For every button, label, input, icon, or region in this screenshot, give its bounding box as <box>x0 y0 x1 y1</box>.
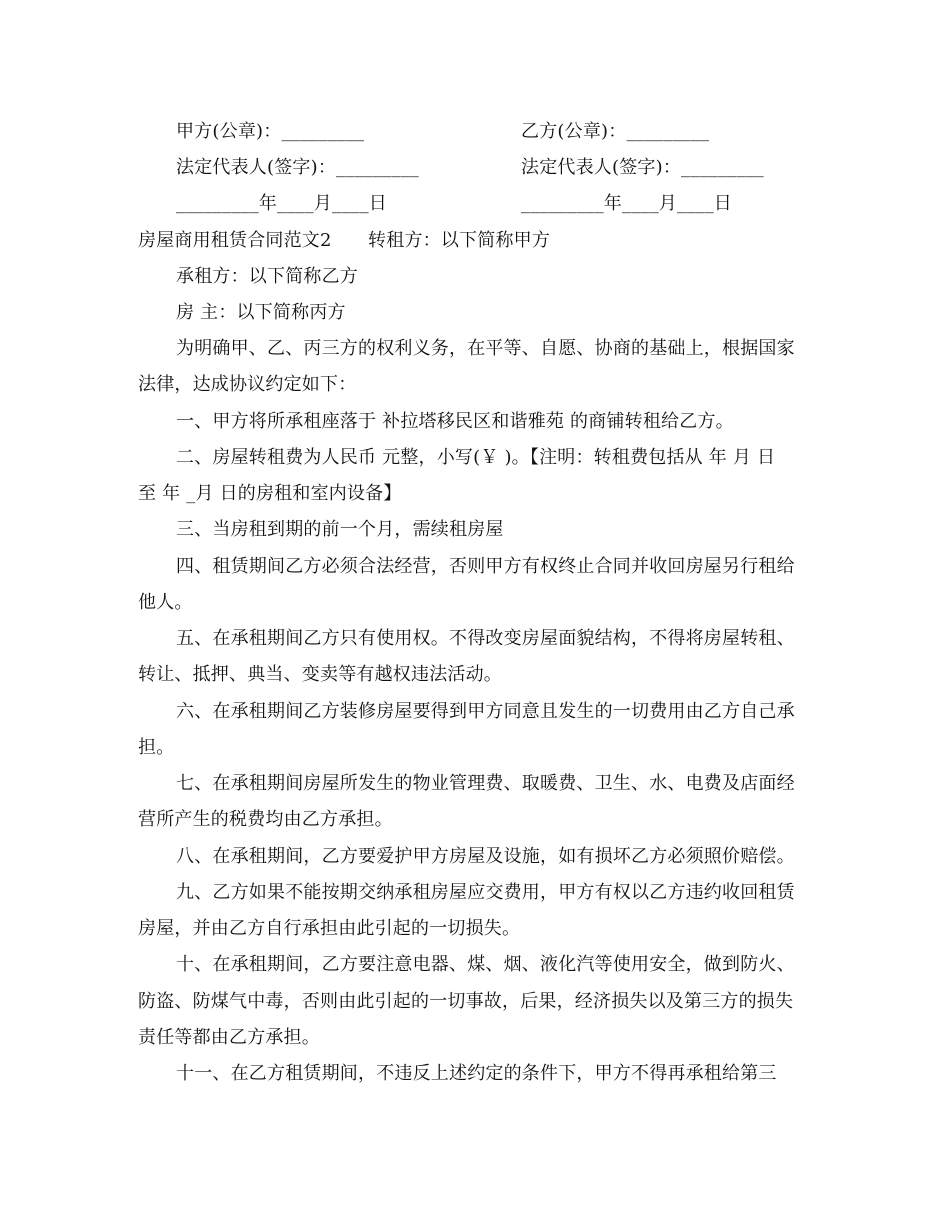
paragraph-line: 为明确甲、乙、丙三方的权利义务，在平等、自愿、协商的基础上，根据国家 <box>176 338 795 359</box>
paragraph-line: 房屋，并由乙方自行承担由此引起的一切损失。 <box>138 918 521 939</box>
paragraph-line: 六、在承租期间乙方装修房屋要得到甲方同意且发生的一切费用由乙方自己承 <box>176 701 795 722</box>
paragraph-line: 责任等都由乙方承担。 <box>138 1027 320 1048</box>
party-b-seal-line: 乙方(公章)：_________ <box>521 121 710 142</box>
paragraph-line: 转让、抵押、典当、变卖等有越权违法活动。 <box>138 664 502 685</box>
paragraph-line: 房 主：以下简称丙方 <box>176 302 346 323</box>
party-b-rep-line: 法定代表人(签字)：_________ <box>521 157 764 178</box>
paragraph-line: 三、当房租到期的前一个月，需续租房屋 <box>176 519 504 540</box>
paragraph-line: 十、在承租期间，乙方要注意电器、煤、烟、液化汽等使用安全，做到防火、 <box>176 954 795 975</box>
paragraph-line: 他人。 <box>138 592 193 613</box>
document-title-line: 房屋商用租赁合同范文2 转租方：以下简称甲方 <box>138 230 551 251</box>
paragraph-line: 二、房屋转租费为人民币 元整，小写(￥ )。【注明：转租费包括从 年 月 日 <box>176 447 776 468</box>
paragraph-line: 至 年 _月 日的房租和室内设备】 <box>138 483 402 504</box>
paragraph-line: 五、在承租期间乙方只有使用权。不得改变房屋面貌结构，不得将房屋转租、 <box>176 628 795 649</box>
paragraph-line: 四、租赁期间乙方必须合法经营，否则甲方有权终止合同并收回房屋另行租给 <box>176 556 795 577</box>
party-a-rep-line: 法定代表人(签字)：_________ <box>176 157 419 178</box>
paragraph-line: 九、乙方如果不能按期交纳承租房屋应交费用，甲方有权以乙方违约收回租赁 <box>176 882 795 903</box>
paragraph-line: 承租方：以下简称乙方 <box>176 266 358 287</box>
paragraph-line: 八、在承租期间，乙方要爱护甲方房屋及设施，如有损坏乙方必须照价赔偿。 <box>176 846 795 867</box>
paragraph-line: 担。 <box>138 737 175 758</box>
paragraph-line: 七、在承租期间房屋所发生的物业管理费、取暖费、卫生、水、电费及店面经 <box>176 773 795 794</box>
party-b-date-line: _________年____月____日 <box>521 193 732 214</box>
paragraph-line: 防盗、防煤气中毒，否则由此引起的一切事故，后果，经济损失以及第三方的损失 <box>138 991 794 1012</box>
paragraph-line: 十一、在乙方租赁期间，不违反上述约定的条件下，甲方不得再承租给第三 <box>176 1063 777 1084</box>
paragraph-line: 营所产生的税费均由乙方承担。 <box>138 809 393 830</box>
party-a-date-line: _________年____月____日 <box>176 193 387 214</box>
party-a-seal-line: 甲方(公章)：_________ <box>176 121 365 142</box>
paragraph-line: 一、甲方将所承租座落于 补拉塔移民区和谐雅苑 的商铺转租给乙方。 <box>176 411 734 432</box>
paragraph-line: 法律，达成协议约定如下： <box>138 374 357 395</box>
